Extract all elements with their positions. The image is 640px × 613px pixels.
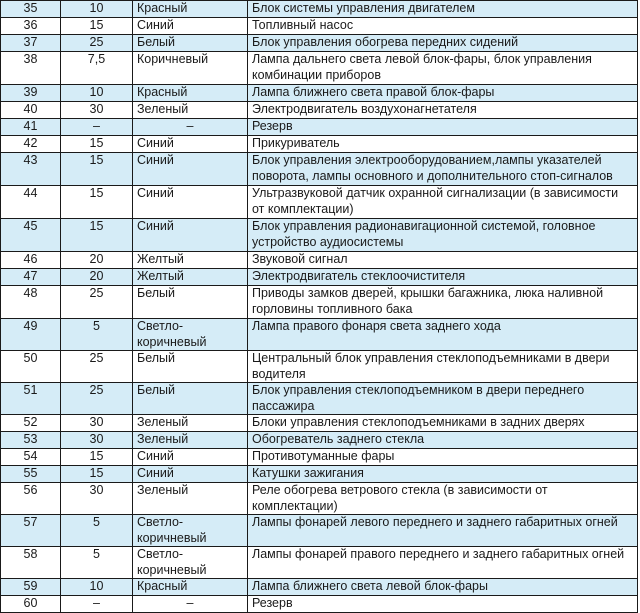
fuse-color: Белый — [133, 35, 248, 52]
table-row — [1, 383, 638, 415]
table-row — [1, 1, 638, 18]
fuse-color: Желтый — [133, 252, 248, 269]
fuse-color: Синий — [133, 18, 248, 35]
fuse-rating: 7,5 — [61, 52, 133, 85]
fuse-circuit: Лампа правого фонаря света заднего хода — [248, 319, 638, 351]
fuse-rating: 15 — [61, 153, 133, 186]
fuse-rating: 15 — [61, 466, 133, 483]
fuse-rating: 5 — [61, 547, 133, 579]
table-row — [1, 449, 638, 466]
fuse-number: 50 — [1, 351, 61, 383]
fuse-circuit: Электродвигатель стеклоочистителя — [248, 269, 638, 286]
fuse-color: Красный — [133, 85, 248, 102]
fuse-circuit: Противотуманные фары — [248, 449, 638, 466]
fuse-number: 49 — [1, 319, 61, 351]
table-row — [1, 219, 638, 252]
fuse-rating: 30 — [61, 102, 133, 119]
table-row — [1, 18, 638, 35]
fuse-rating: 20 — [61, 252, 133, 269]
table-row — [1, 432, 638, 449]
fuse-circuit: Лампы фонарей правого переднего и заднего габаритных огней — [248, 547, 638, 579]
table-row — [1, 466, 638, 483]
fuse-color: Зеленый — [133, 415, 248, 432]
fuse-color: Светло-коричневый — [133, 319, 248, 351]
fuse-circuit: Блоки управления стеклоподъемниками в задних дверях — [248, 415, 638, 432]
fuse-number: 45 — [1, 219, 61, 252]
fuse-number: 55 — [1, 466, 61, 483]
fuse-rating: 30 — [61, 483, 133, 515]
fuse-number: 37 — [1, 35, 61, 52]
fuse-rating: – — [61, 119, 133, 136]
fuse-color: Светло-коричневый — [133, 547, 248, 579]
fuse-circuit: Катушки зажигания — [248, 466, 638, 483]
fuse-number: 36 — [1, 18, 61, 35]
fuse-circuit: Лампа ближнего света левой блок-фары — [248, 579, 638, 596]
fuse-color: Коричневый — [133, 52, 248, 85]
table-row — [1, 252, 638, 269]
table-row — [1, 596, 638, 613]
fuse-number: 39 — [1, 85, 61, 102]
table-row — [1, 102, 638, 119]
fuse-rating: – — [61, 596, 133, 613]
table-row — [1, 415, 638, 432]
fuse-rating: 10 — [61, 85, 133, 102]
fuse-number: 54 — [1, 449, 61, 466]
table-row — [1, 286, 638, 319]
table-row — [1, 319, 638, 351]
table-row — [1, 35, 638, 52]
fuse-rating: 20 — [61, 269, 133, 286]
fuse-circuit: Центральный блок управления стеклоподъемниками в двери водителя — [248, 351, 638, 383]
table-row — [1, 351, 638, 383]
fuse-number: 40 — [1, 102, 61, 119]
fuse-color: Светло-коричневый — [133, 515, 248, 547]
fuse-rating: 30 — [61, 415, 133, 432]
fuse-number: 56 — [1, 483, 61, 515]
fuse-number: 46 — [1, 252, 61, 269]
table-row — [1, 153, 638, 186]
fuse-circuit: Блок управления электрооборудованием,лампы указателей поворота, лампы основного и дополнительного стоп-сигналов — [248, 153, 638, 186]
fuse-color: Синий — [133, 466, 248, 483]
fuse-circuit: Электродвигатель воздухонагнетателя — [248, 102, 638, 119]
fuse-number: 41 — [1, 119, 61, 136]
fuse-circuit: Топливный насос — [248, 18, 638, 35]
fuse-rating: 25 — [61, 351, 133, 383]
fuse-rating: 10 — [61, 579, 133, 596]
fuse-color: Синий — [133, 153, 248, 186]
table-row — [1, 547, 638, 579]
fuse-number: 59 — [1, 579, 61, 596]
fuse-rating: 10 — [61, 1, 133, 18]
fuse-table-body — [1, 1, 638, 613]
fuse-circuit: Блок управления радионавигационной системой, головное устройство аудиосистемы — [248, 219, 638, 252]
fuse-color: – — [133, 119, 248, 136]
fuse-number: 60 — [1, 596, 61, 613]
fuse-number: 43 — [1, 153, 61, 186]
fuse-rating: 5 — [61, 515, 133, 547]
fuse-rating: 30 — [61, 432, 133, 449]
fuse-color: Зеленый — [133, 102, 248, 119]
fuse-rating: 25 — [61, 286, 133, 319]
fuse-circuit: Блок управления стеклоподъемником в двери переднего пассажира — [248, 383, 638, 415]
fuse-number: 42 — [1, 136, 61, 153]
table-row — [1, 119, 638, 136]
table-row — [1, 186, 638, 219]
fuse-color: Синий — [133, 449, 248, 466]
fuse-circuit: Приводы замков дверей, крышки багажника, люка наливной горловины топливного бака — [248, 286, 638, 319]
fuse-circuit: Обогреватель заднего стекла — [248, 432, 638, 449]
fuse-color: – — [133, 596, 248, 613]
fuse-color: Красный — [133, 1, 248, 18]
fuse-circuit: Реле обогрева ветрового стекла (в зависимости от комплектации) — [248, 483, 638, 515]
fuse-color: Зеленый — [133, 432, 248, 449]
table-row — [1, 483, 638, 515]
fuse-rating: 15 — [61, 18, 133, 35]
fuse-color: Синий — [133, 219, 248, 252]
fuse-rating: 15 — [61, 186, 133, 219]
fuse-number: 35 — [1, 1, 61, 18]
fuse-color: Желтый — [133, 269, 248, 286]
fuse-rating: 15 — [61, 219, 133, 252]
table-row — [1, 579, 638, 596]
fuse-circuit: Лампа ближнего света правой блок-фары — [248, 85, 638, 102]
fuse-color: Белый — [133, 383, 248, 415]
fuse-rating: 25 — [61, 35, 133, 52]
fuse-circuit: Звуковой сигнал — [248, 252, 638, 269]
fuse-number: 52 — [1, 415, 61, 432]
fuse-circuit: Резерв — [248, 119, 638, 136]
fuse-circuit: Блок управления обогрева передних сидений — [248, 35, 638, 52]
fuse-rating: 25 — [61, 383, 133, 415]
fuse-circuit: Ультразвуковой датчик охранной сигнализации (в зависимости от комплектации) — [248, 186, 638, 219]
fuse-number: 48 — [1, 286, 61, 319]
fuse-color: Белый — [133, 286, 248, 319]
fuse-circuit: Блок системы управления двигателем — [248, 1, 638, 18]
fuse-number: 47 — [1, 269, 61, 286]
fuse-number: 38 — [1, 52, 61, 85]
fuse-color: Синий — [133, 136, 248, 153]
fuse-number: 53 — [1, 432, 61, 449]
fuse-color: Белый — [133, 351, 248, 383]
table-row — [1, 515, 638, 547]
table-row — [1, 269, 638, 286]
fuse-rating: 15 — [61, 449, 133, 466]
fuse-number: 58 — [1, 547, 61, 579]
fuse-rating: 5 — [61, 319, 133, 351]
fuse-number: 57 — [1, 515, 61, 547]
fuse-circuit: Резерв — [248, 596, 638, 613]
fuse-number: 51 — [1, 383, 61, 415]
table-row — [1, 85, 638, 102]
fuse-rating: 15 — [61, 136, 133, 153]
table-row — [1, 52, 638, 85]
table-row — [1, 136, 638, 153]
fuse-circuit: Прикуриватель — [248, 136, 638, 153]
fuse-color: Зеленый — [133, 483, 248, 515]
fuse-color: Синий — [133, 186, 248, 219]
fuse-circuit: Лампы фонарей левого переднего и заднего габаритных огней — [248, 515, 638, 547]
fuse-number: 44 — [1, 186, 61, 219]
fuse-color: Красный — [133, 579, 248, 596]
fuse-circuit: Лампа дальнего света левой блок-фары, блок управления комбинации приборов — [248, 52, 638, 85]
